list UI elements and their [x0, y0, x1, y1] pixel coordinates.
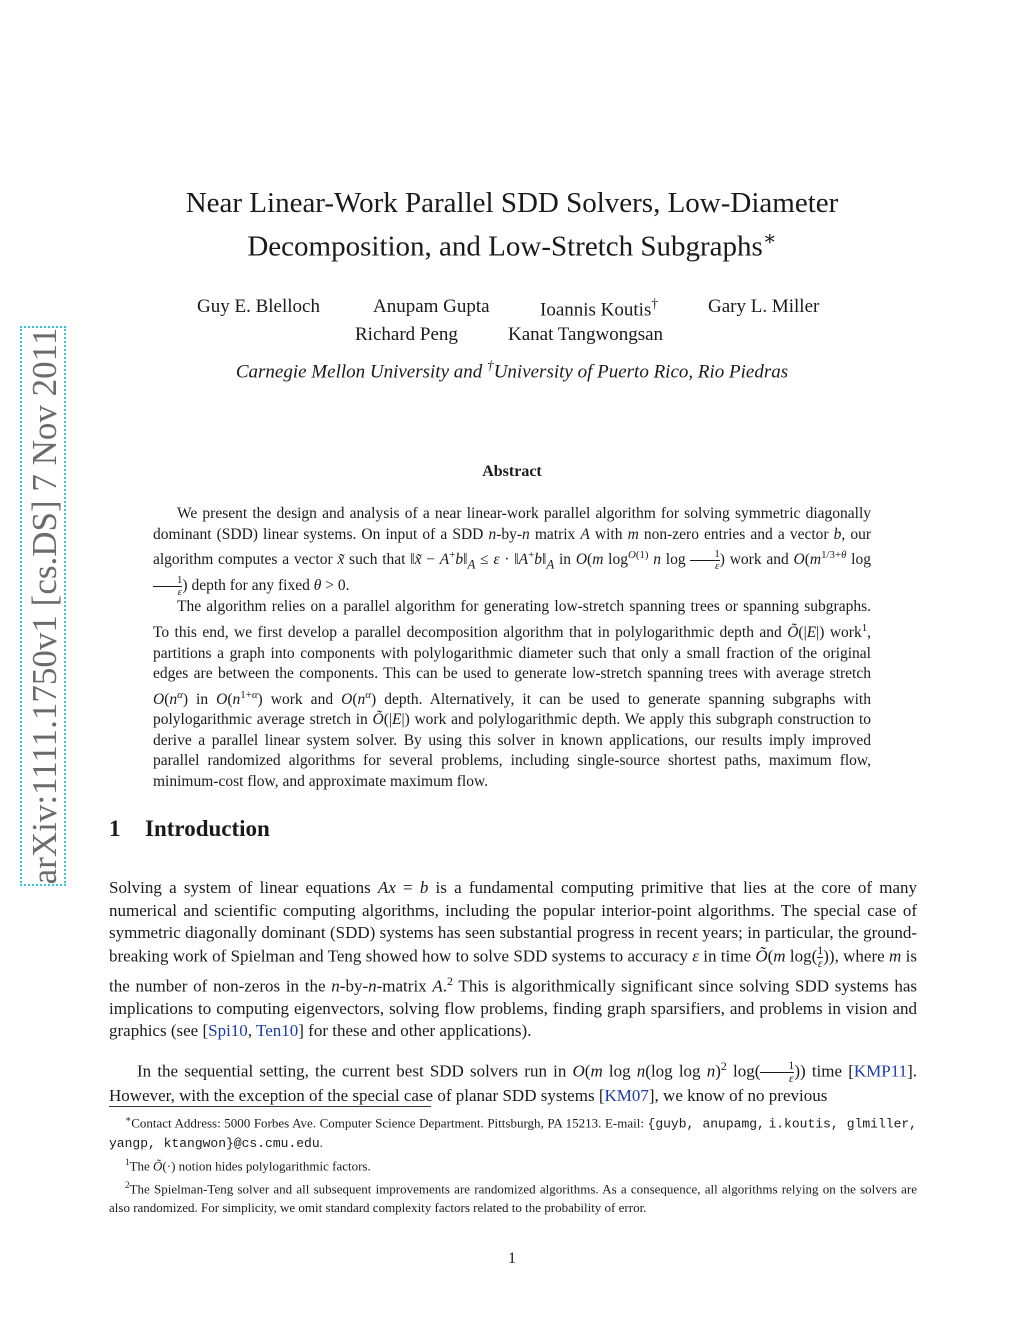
section-title: Introduction	[145, 816, 270, 841]
footnote-contact: ∗Contact Address: 5000 Forbes Ave. Computer Science Department. Pittsburgh, PA 15213. E-mail: {guyb, anupamg, i.koutis, glmiller, yangp, ktangwon}@cs.cmu.edu.	[109, 1114, 917, 1151]
section-heading	[109, 816, 270, 842]
abstract-heading: Abstract	[482, 463, 542, 480]
author-koutis: Ioannis Koutis†	[540, 296, 659, 321]
author-peng: Richard Peng	[355, 324, 458, 345]
affiliation: Carnegie Mellon University and †University of Puerto Rico, Rio Piedras	[235, 358, 789, 383]
citation-km07[interactable]: KM07	[604, 1086, 649, 1106]
title-line-1: Near Linear-Work Parallel SDD Solvers, Low-Diameter	[185, 187, 839, 219]
section-number: 1	[109, 816, 121, 841]
footnotes	[109, 1110, 917, 1217]
arxiv-stamp-box	[20, 326, 66, 886]
citation-ten10[interactable]: Ten10	[256, 1021, 299, 1041]
intro-body	[109, 877, 917, 1120]
title-line-2: Decomposition, and Low-Stretch Subgraphs∗	[247, 228, 777, 263]
footnote-1: $^1$The Õ(·) notion hides polylogarithmic factors.	[125, 1157, 371, 1174]
author-miller: Gary L. Miller	[708, 296, 820, 317]
citation-spi10[interactable]: Spi10	[208, 1021, 248, 1041]
abstract-paragraph-1: We present the design and analysis of a near linear-work parallel algorithm for solving symmetric diagonally dominant (SDD) linear systems. On input of a SDD n-by-n matrix A with m non-zero entries and a vector b, our algorithm computes a vector x̃ such that ‖x̃ − $A^+b‖_A \le \varepsilon$ · $‖A^+b‖_A$ in O(m $\log^{O(1)} n$ log $\frac{1}{\varepsilon}$ ) work and $O(m^{1/3+\theta}$ log $\frac{1}{\varepsilon}$ ) depth for any fixed θ > 0.	[153, 505, 872, 598]
author-gupta: Anupam Gupta	[373, 296, 490, 317]
page-number: 1	[508, 1250, 516, 1267]
intro-paragraph-1: Solving a system of linear equations Ax = b is a fundamental computing primitive that lies at the core of many numerical and scientific computing algorithms, including the popular interior-point algorithms. The special case of symmetric diagonally dominant (SDD) systems has seen substantial progress in recent years; in particular, the ground-breaking work of Spielman and Teng showed how to solve SDD systems to accuracy ε in time Õ(m log( $\frac{1}{\varepsilon}$ )), where m is the number of non-zeros in the n-by-n-matrix A.$^2$ This is algorithmically significant since solving SDD systems has implications to computing eigenvectors, solving flow problems, finding graph sparsifiers, and problems in vision and graphics (see [Spi10, Ten10] for these and other applications).	[109, 878, 917, 1041]
author-blelloch: Guy E. Blelloch	[197, 296, 320, 317]
abstract-paragraph-2: The algorithm relies on a parallel algorithm for generating low-stretch spanning trees or spanning subgraphs. To this end, we first develop a parallel decomposition algorithm that in polylogarithmic depth and Õ(|E|) work$^1$, partitions a graph into components with polylogarithmic diameter such that only a small fraction of the original edges are between the components. This can be used to generate low-stretch spanning trees with average stretch $O(n^\alpha)$ in $O(n^{1+\alpha})$ work and $O(n^\alpha)$ depth. Alternatively, it can be used to generate spanning subgraphs with polylogarithmic average stretch in Õ(|E|) work and polylogarithmic depth. We apply this subgraph construction to derive a parallel linear system solver. By using this solver in known applications, our results imply improved parallel randomized algorithms for several problems, including single-source shortest paths, maximum flow, minimum-cost flow, and approximate maximum flow.	[153, 598, 872, 790]
footnote-2: $^2$The Spielman-Teng solver and all subsequent improvements are randomized algorithms. As a consequence, all algorithms relying on the solvers are also randomized. For simplicity, we omit standard complexity factors related to the probability of error.	[109, 1180, 917, 1215]
arxiv-stamp-text: arXiv:1111.1750v1 [cs.DS] 7 Nov 2011	[25, 327, 64, 885]
footnote-rule	[109, 1106, 431, 1107]
author-tangwongsan: Kanat Tangwongsan	[508, 324, 664, 345]
citation-kmp11[interactable]: KMP11	[853, 1061, 908, 1081]
intro-paragraph-2: In the sequential setting, the current best SDD solvers run in O(m log n(log log n)$^2$ log( $\frac{1}{\varepsilon}$ )) time [KMP11]. However, with the exception of the special case of planar SDD systems [KM07], we know of no previous	[109, 1058, 917, 1106]
paper-title	[0, 185, 1024, 265]
abstract-body	[153, 504, 871, 792]
